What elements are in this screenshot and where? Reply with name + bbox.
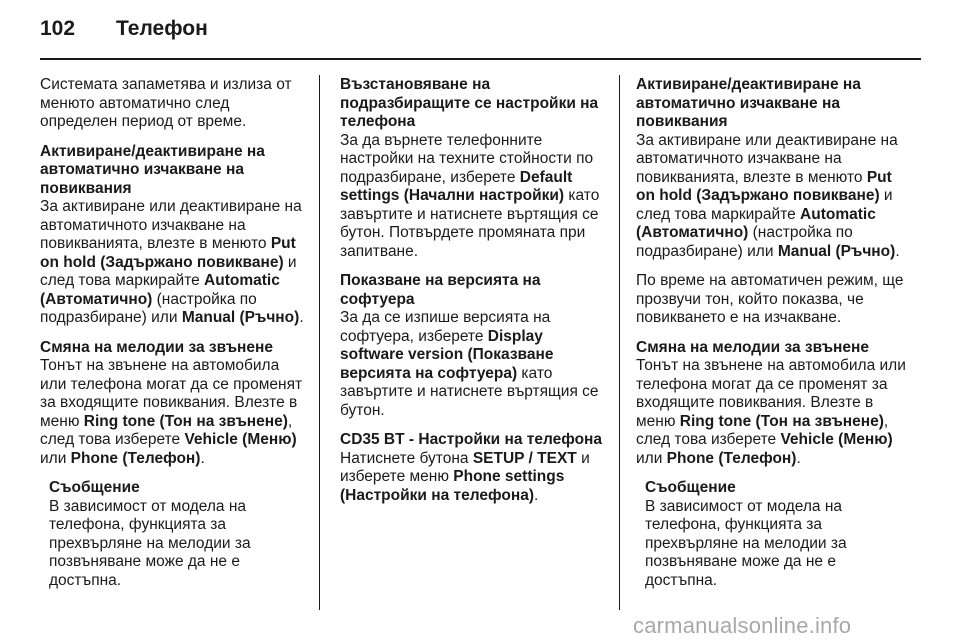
body-text: За да се изпише версията на софтуера, изберете <box>340 309 551 345</box>
column-3 <box>636 76 911 601</box>
intro-paragraph: Системата запаметява и излиза от менюто автоматично след определен период от време. <box>40 76 292 130</box>
note-text: В зависимост от модела на телефона, функцията за прехвърляне на мелодии за позвъняване може да не е достъпна. <box>645 497 847 589</box>
watermark: carmanualsonline.info <box>633 613 852 638</box>
column-divider-2 <box>619 75 620 610</box>
note-heading: Съобщение <box>49 479 140 496</box>
section-auto-hold <box>636 76 911 261</box>
body-text: . <box>533 486 539 504</box>
note-text: В зависимост от модела на телефона, функцията за прехвърляне на мелодии за позвъняване може да не е достъпна. <box>49 497 251 589</box>
body-text: . <box>200 449 205 467</box>
section-heading: Показване на версията на софтуера <box>340 272 541 308</box>
menu-item-put-on-hold: Put on hold (Задържано повикване) <box>40 235 296 271</box>
body-text: или <box>40 449 71 467</box>
body-text: Тонът на звънене на автомобила или телефона могат да се променят за входящите повиквания. Влезте в меню <box>636 357 906 430</box>
body-text: , след това изберете <box>636 412 889 448</box>
body-text: За активиране или деактивиране на автоматичното изчакване на повикванията, влезте в менюто <box>636 131 898 186</box>
section-heading: Смяна на мелодии за звънене <box>636 338 870 356</box>
section-auto-hold <box>40 143 308 328</box>
section-heading: Възстановяване на подразбиращите се настройки на телефона <box>340 76 599 130</box>
section-cd35-phone-settings <box>340 431 608 505</box>
header-rule <box>40 58 921 60</box>
body-text: . <box>796 449 801 467</box>
menu-item-put-on-hold: Put on hold (Задържано повикване) <box>636 168 892 204</box>
menu-item-ring-tone: Ring tone (Тон на звънене) <box>679 412 884 430</box>
body-text: и след това маркирайте <box>636 187 893 223</box>
body-text: За да върнете телефонните настройки на техните стойности по подразбиране, изберете <box>340 131 594 186</box>
column-1 <box>40 76 308 601</box>
body-text: За активиране или деактивиране на автоматичното изчакване на повикванията, влезте в менюто <box>40 198 302 252</box>
menu-item-phone-settings: Phone settings (Настройки на телефона) <box>340 468 565 504</box>
note-block <box>636 479 911 590</box>
option-vehicle: Vehicle (Меню) <box>184 431 297 448</box>
option-manual: Manual (Ръчно) <box>181 309 300 326</box>
menu-item-ring-tone: Ring tone (Тон на звънене) <box>83 412 288 430</box>
body-text: или <box>636 449 667 467</box>
option-manual: Manual (Ръчно) <box>777 242 896 260</box>
body-text: , след това изберете <box>40 412 293 448</box>
body-text: (настройка по подразбиране) или <box>40 290 257 326</box>
column-divider-1 <box>319 75 320 610</box>
page-title: Телефон <box>116 17 208 40</box>
option-vehicle: Vehicle (Меню) <box>780 431 893 448</box>
menu-item-display-software-version: Display software version (Показване версията на софтуера) <box>340 327 554 382</box>
note-heading: Съобщение <box>645 479 736 496</box>
body-text: и изберете меню <box>340 449 590 485</box>
section-heading: CD35 BT - Настройки на телефона <box>340 431 603 448</box>
body-text: и след това маркирайте <box>40 253 297 289</box>
page-number: 102 <box>40 17 76 40</box>
option-automatic: Automatic (Автоматично) <box>40 272 280 308</box>
section-ringtone <box>636 339 911 469</box>
body-text: . <box>299 309 304 326</box>
section-heading: Активиране/деактивиране на автоматично изчакване на повиквания <box>636 76 861 130</box>
body-text: Тонът на звънене на автомобила или телефона могат да се променят за входящите повиквания. Влезте в меню <box>40 357 303 430</box>
body-text: като завъртите и натиснете въртящия се бутон. Потвърдете промяната при запитване. <box>340 187 600 260</box>
menu-item-default-settings: Default settings (Начални настройки) <box>340 168 573 204</box>
section-software-version <box>340 272 608 420</box>
section-default-settings <box>340 76 608 261</box>
button-setup-text: SETUP / TEXT <box>472 449 577 467</box>
column-2 <box>340 76 608 516</box>
body-text: . <box>895 242 900 260</box>
body-text: като завъртите и натиснете въртящия се бутон. <box>340 364 599 419</box>
section-heading: Активиране/деактивиране на автоматично изчакване на повиквания <box>40 142 265 197</box>
option-phone: Phone (Телефон) <box>666 449 797 467</box>
note-block <box>40 479 308 590</box>
section-ringtone <box>40 339 308 469</box>
section-heading: Смяна на мелодии за звънене <box>40 338 274 356</box>
option-phone: Phone (Телефон) <box>70 449 201 467</box>
page-header <box>40 17 921 57</box>
option-automatic: Automatic (Автоматично) <box>636 205 876 241</box>
body-text: (настройка по подразбиране) или <box>636 224 853 260</box>
auto-mode-paragraph: По време на автоматичен режим, ще прозвучи тон, който показва, че повикването е на изчакване. <box>636 272 904 326</box>
body-text: Натиснете бутона <box>340 449 473 467</box>
